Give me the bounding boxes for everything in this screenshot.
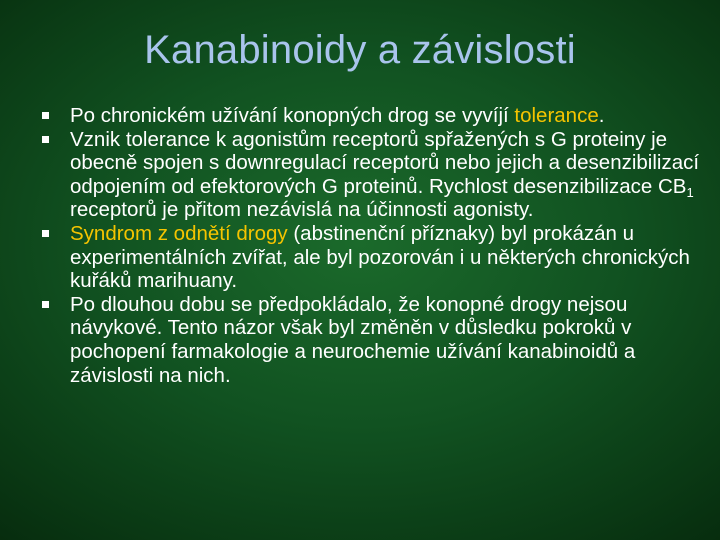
bullet-text: Vznik tolerance k agonistům receptorů spřažených s G proteiny je obecně spojen s downregulací receptorů nebo jejich a desenzibilizací odpojením od efektorových G proteinů. Rychlost desenzibilizace CB (70, 127, 700, 198)
bullet-text: Po dlouhou dobu se předpokládalo, že konopné drogy nejsou návykové. Tento názor však byl změněn v důsledku pokroků v pochopení farmakologie a neurochemie užívání kanabinoidů a závislosti na nich. (70, 292, 636, 387)
bullet-text-end: receptorů je přitom nezávislá na účinnosti agonisty. (70, 198, 534, 222)
highlight-withdrawal-syndrome: Syndrom z odnětí drogy (70, 221, 288, 245)
square-bullet-icon (42, 136, 49, 143)
bullet-list (40, 104, 710, 387)
slide-title: Kanabinoidy a závislosti (144, 28, 576, 72)
square-bullet-icon (42, 112, 49, 119)
cb-subscript: 1 (686, 184, 694, 200)
highlight-tolerance: tolerance (514, 104, 599, 127)
bullet-tolerance (40, 104, 710, 128)
square-bullet-icon (42, 230, 49, 237)
bullet-addictiveness (40, 293, 710, 387)
bullet-text: (abstinenční příznaky) byl prokázán u experimentálních zvířat, ale byl pozorován i u některých chronických kuřáků marihuany. (70, 221, 690, 293)
bullet-withdrawal-syndrome (40, 222, 710, 293)
square-bullet-icon (42, 301, 49, 308)
bullet-receptor-desensitization (40, 128, 710, 222)
bullet-text-end: . (598, 104, 605, 127)
bullet-text: Po chronickém užívání konopných drog se vyvíjí (70, 104, 515, 127)
